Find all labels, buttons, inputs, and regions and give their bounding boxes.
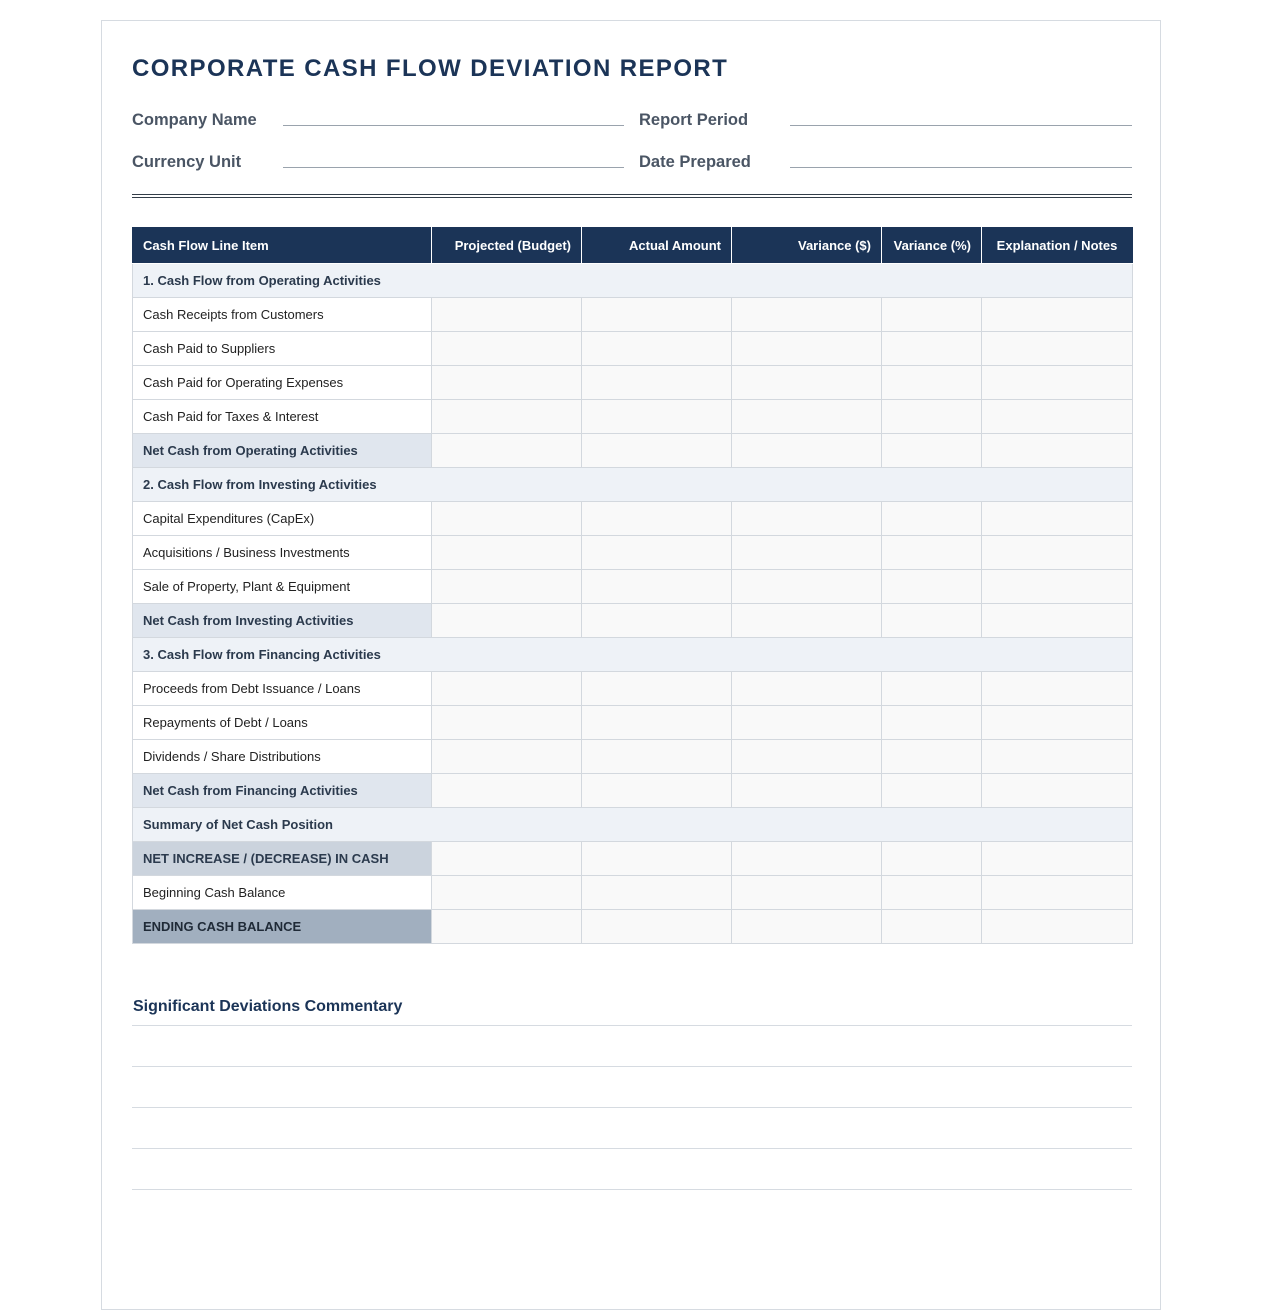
line-item-label: Sale of Property, Plant & Equipment xyxy=(133,570,432,604)
actual-cell[interactable] xyxy=(582,740,732,774)
header-variance-percent: Variance (%) xyxy=(882,228,982,264)
table-row-section xyxy=(133,808,1133,842)
notes-cell[interactable] xyxy=(982,434,1133,468)
variance-percent-cell[interactable] xyxy=(882,536,982,570)
table-row-section xyxy=(133,638,1133,672)
variance-amount-cell[interactable] xyxy=(732,672,882,706)
variance-amount-cell[interactable] xyxy=(732,434,882,468)
notes-cell[interactable] xyxy=(982,502,1133,536)
company-name-label: Company Name xyxy=(132,111,257,129)
section-heading: 3. Cash Flow from Financing Activities xyxy=(133,638,1133,672)
table-row-item xyxy=(133,366,1133,400)
variance-percent-cell[interactable] xyxy=(882,740,982,774)
section-heading: 1. Cash Flow from Operating Activities xyxy=(133,264,1133,298)
table-row-item xyxy=(133,672,1133,706)
variance-percent-cell[interactable] xyxy=(882,502,982,536)
header-projected: Projected (Budget) xyxy=(432,228,582,264)
notes-cell[interactable] xyxy=(982,740,1133,774)
header-notes: Explanation / Notes xyxy=(982,228,1133,264)
report-period-field[interactable] xyxy=(790,125,1132,126)
projected-cell[interactable] xyxy=(432,876,582,910)
line-item-label: Repayments of Debt / Loans xyxy=(133,706,432,740)
variance-percent-cell[interactable] xyxy=(882,876,982,910)
projected-cell[interactable] xyxy=(432,502,582,536)
line-item-label: Dividends / Share Distributions xyxy=(133,740,432,774)
variance-amount-cell[interactable] xyxy=(732,910,882,944)
variance-percent-cell[interactable] xyxy=(882,842,982,876)
commentary-line[interactable] xyxy=(132,1066,1132,1067)
notes-cell[interactable] xyxy=(982,400,1133,434)
notes-cell[interactable] xyxy=(982,366,1133,400)
notes-cell[interactable] xyxy=(982,604,1133,638)
table-row-subtotal xyxy=(133,434,1133,468)
variance-percent-cell[interactable] xyxy=(882,774,982,808)
variance-percent-cell[interactable] xyxy=(882,332,982,366)
projected-cell[interactable] xyxy=(432,570,582,604)
variance-amount-cell[interactable] xyxy=(732,400,882,434)
table-row-item xyxy=(133,400,1133,434)
report-title: CORPORATE CASH FLOW DEVIATION REPORT xyxy=(132,55,729,82)
actual-cell[interactable] xyxy=(582,298,732,332)
line-item-label: Acquisitions / Business Investments xyxy=(133,536,432,570)
table-row-item xyxy=(133,502,1133,536)
variance-amount-cell[interactable] xyxy=(732,740,882,774)
table-body xyxy=(133,264,1133,944)
projected-cell[interactable] xyxy=(432,774,582,808)
line-item-label: Capital Expenditures (CapEx) xyxy=(133,502,432,536)
section-heading: Summary of Net Cash Position xyxy=(133,808,1133,842)
cash-flow-table xyxy=(132,227,1133,944)
actual-cell[interactable] xyxy=(582,774,732,808)
commentary-rule xyxy=(132,1025,1132,1026)
report-page xyxy=(101,20,1161,1310)
line-item-label: Beginning Cash Balance xyxy=(133,876,432,910)
variance-amount-cell[interactable] xyxy=(732,298,882,332)
notes-cell[interactable] xyxy=(982,298,1133,332)
notes-cell[interactable] xyxy=(982,842,1133,876)
company-name-field[interactable] xyxy=(283,125,624,126)
actual-cell[interactable] xyxy=(582,400,732,434)
notes-cell[interactable] xyxy=(982,774,1133,808)
notes-cell[interactable] xyxy=(982,570,1133,604)
table-row-subtotal xyxy=(133,604,1133,638)
notes-cell[interactable] xyxy=(982,332,1133,366)
header-variance-amount: Variance ($) xyxy=(732,228,882,264)
variance-amount-cell[interactable] xyxy=(732,502,882,536)
variance-percent-cell[interactable] xyxy=(882,910,982,944)
commentary-title: Significant Deviations Commentary xyxy=(133,998,403,1015)
actual-cell[interactable] xyxy=(582,604,732,638)
date-prepared-label: Date Prepared xyxy=(639,153,751,171)
line-item-label: Cash Paid for Operating Expenses xyxy=(133,366,432,400)
table-row-item xyxy=(133,740,1133,774)
table-row-item xyxy=(133,876,1133,910)
table-row-item xyxy=(133,706,1133,740)
variance-amount-cell[interactable] xyxy=(732,842,882,876)
variance-percent-cell[interactable] xyxy=(882,604,982,638)
variance-amount-cell[interactable] xyxy=(732,706,882,740)
projected-cell[interactable] xyxy=(432,672,582,706)
variance-amount-cell[interactable] xyxy=(732,570,882,604)
projected-cell[interactable] xyxy=(432,842,582,876)
line-item-label: Proceeds from Debt Issuance / Loans xyxy=(133,672,432,706)
actual-cell[interactable] xyxy=(582,366,732,400)
actual-cell[interactable] xyxy=(582,910,732,944)
notes-cell[interactable] xyxy=(982,910,1133,944)
line-item-label: NET INCREASE / (DECREASE) IN CASH xyxy=(133,842,432,876)
projected-cell[interactable] xyxy=(432,298,582,332)
actual-cell[interactable] xyxy=(582,672,732,706)
notes-cell[interactable] xyxy=(982,876,1133,910)
line-item-label: Net Cash from Financing Activities xyxy=(133,774,432,808)
variance-amount-cell[interactable] xyxy=(732,604,882,638)
table-row-section xyxy=(133,468,1133,502)
variance-percent-cell[interactable] xyxy=(882,570,982,604)
variance-percent-cell[interactable] xyxy=(882,672,982,706)
header-actual: Actual Amount xyxy=(582,228,732,264)
projected-cell[interactable] xyxy=(432,706,582,740)
variance-percent-cell[interactable] xyxy=(882,706,982,740)
projected-cell[interactable] xyxy=(432,604,582,638)
notes-cell[interactable] xyxy=(982,672,1133,706)
projected-cell[interactable] xyxy=(432,332,582,366)
actual-cell[interactable] xyxy=(582,434,732,468)
variance-percent-cell[interactable] xyxy=(882,298,982,332)
variance-percent-cell[interactable] xyxy=(882,434,982,468)
date-prepared-field[interactable] xyxy=(790,167,1132,168)
variance-amount-cell[interactable] xyxy=(732,774,882,808)
variance-percent-cell[interactable] xyxy=(882,400,982,434)
variance-amount-cell[interactable] xyxy=(732,536,882,570)
line-item-label: Cash Receipts from Customers xyxy=(133,298,432,332)
actual-cell[interactable] xyxy=(582,332,732,366)
header-divider xyxy=(132,194,1132,198)
variance-amount-cell[interactable] xyxy=(732,332,882,366)
table-header-row xyxy=(133,228,1133,264)
actual-cell[interactable] xyxy=(582,876,732,910)
projected-cell[interactable] xyxy=(432,366,582,400)
table-row-ending xyxy=(133,910,1133,944)
projected-cell[interactable] xyxy=(432,536,582,570)
actual-cell[interactable] xyxy=(582,570,732,604)
projected-cell[interactable] xyxy=(432,400,582,434)
variance-percent-cell[interactable] xyxy=(882,366,982,400)
commentary-line[interactable] xyxy=(132,1189,1132,1190)
variance-amount-cell[interactable] xyxy=(732,366,882,400)
actual-cell[interactable] xyxy=(582,706,732,740)
projected-cell[interactable] xyxy=(432,910,582,944)
actual-cell[interactable] xyxy=(582,502,732,536)
line-item-label: ENDING CASH BALANCE xyxy=(133,910,432,944)
notes-cell[interactable] xyxy=(982,706,1133,740)
notes-cell[interactable] xyxy=(982,536,1133,570)
table-row-item xyxy=(133,570,1133,604)
currency-unit-field[interactable] xyxy=(283,167,624,168)
projected-cell[interactable] xyxy=(432,434,582,468)
table-row-subtotal xyxy=(133,774,1133,808)
table-row-section xyxy=(133,264,1133,298)
header-line-item: Cash Flow Line Item xyxy=(133,228,432,264)
table-row-item xyxy=(133,332,1133,366)
report-period-label: Report Period xyxy=(639,111,749,129)
actual-cell[interactable] xyxy=(582,536,732,570)
line-item-label: Net Cash from Investing Activities xyxy=(133,604,432,638)
table-row-item xyxy=(133,298,1133,332)
commentary-line[interactable] xyxy=(132,1107,1132,1108)
table-row-item xyxy=(133,536,1133,570)
line-item-label: Cash Paid to Suppliers xyxy=(133,332,432,366)
section-heading: 2. Cash Flow from Investing Activities xyxy=(133,468,1133,502)
variance-amount-cell[interactable] xyxy=(732,876,882,910)
line-item-label: Cash Paid for Taxes & Interest xyxy=(133,400,432,434)
currency-unit-label: Currency Unit xyxy=(132,153,242,171)
table-row-net xyxy=(133,842,1133,876)
projected-cell[interactable] xyxy=(432,740,582,774)
commentary-line[interactable] xyxy=(132,1148,1132,1149)
line-item-label: Net Cash from Operating Activities xyxy=(133,434,432,468)
actual-cell[interactable] xyxy=(582,842,732,876)
